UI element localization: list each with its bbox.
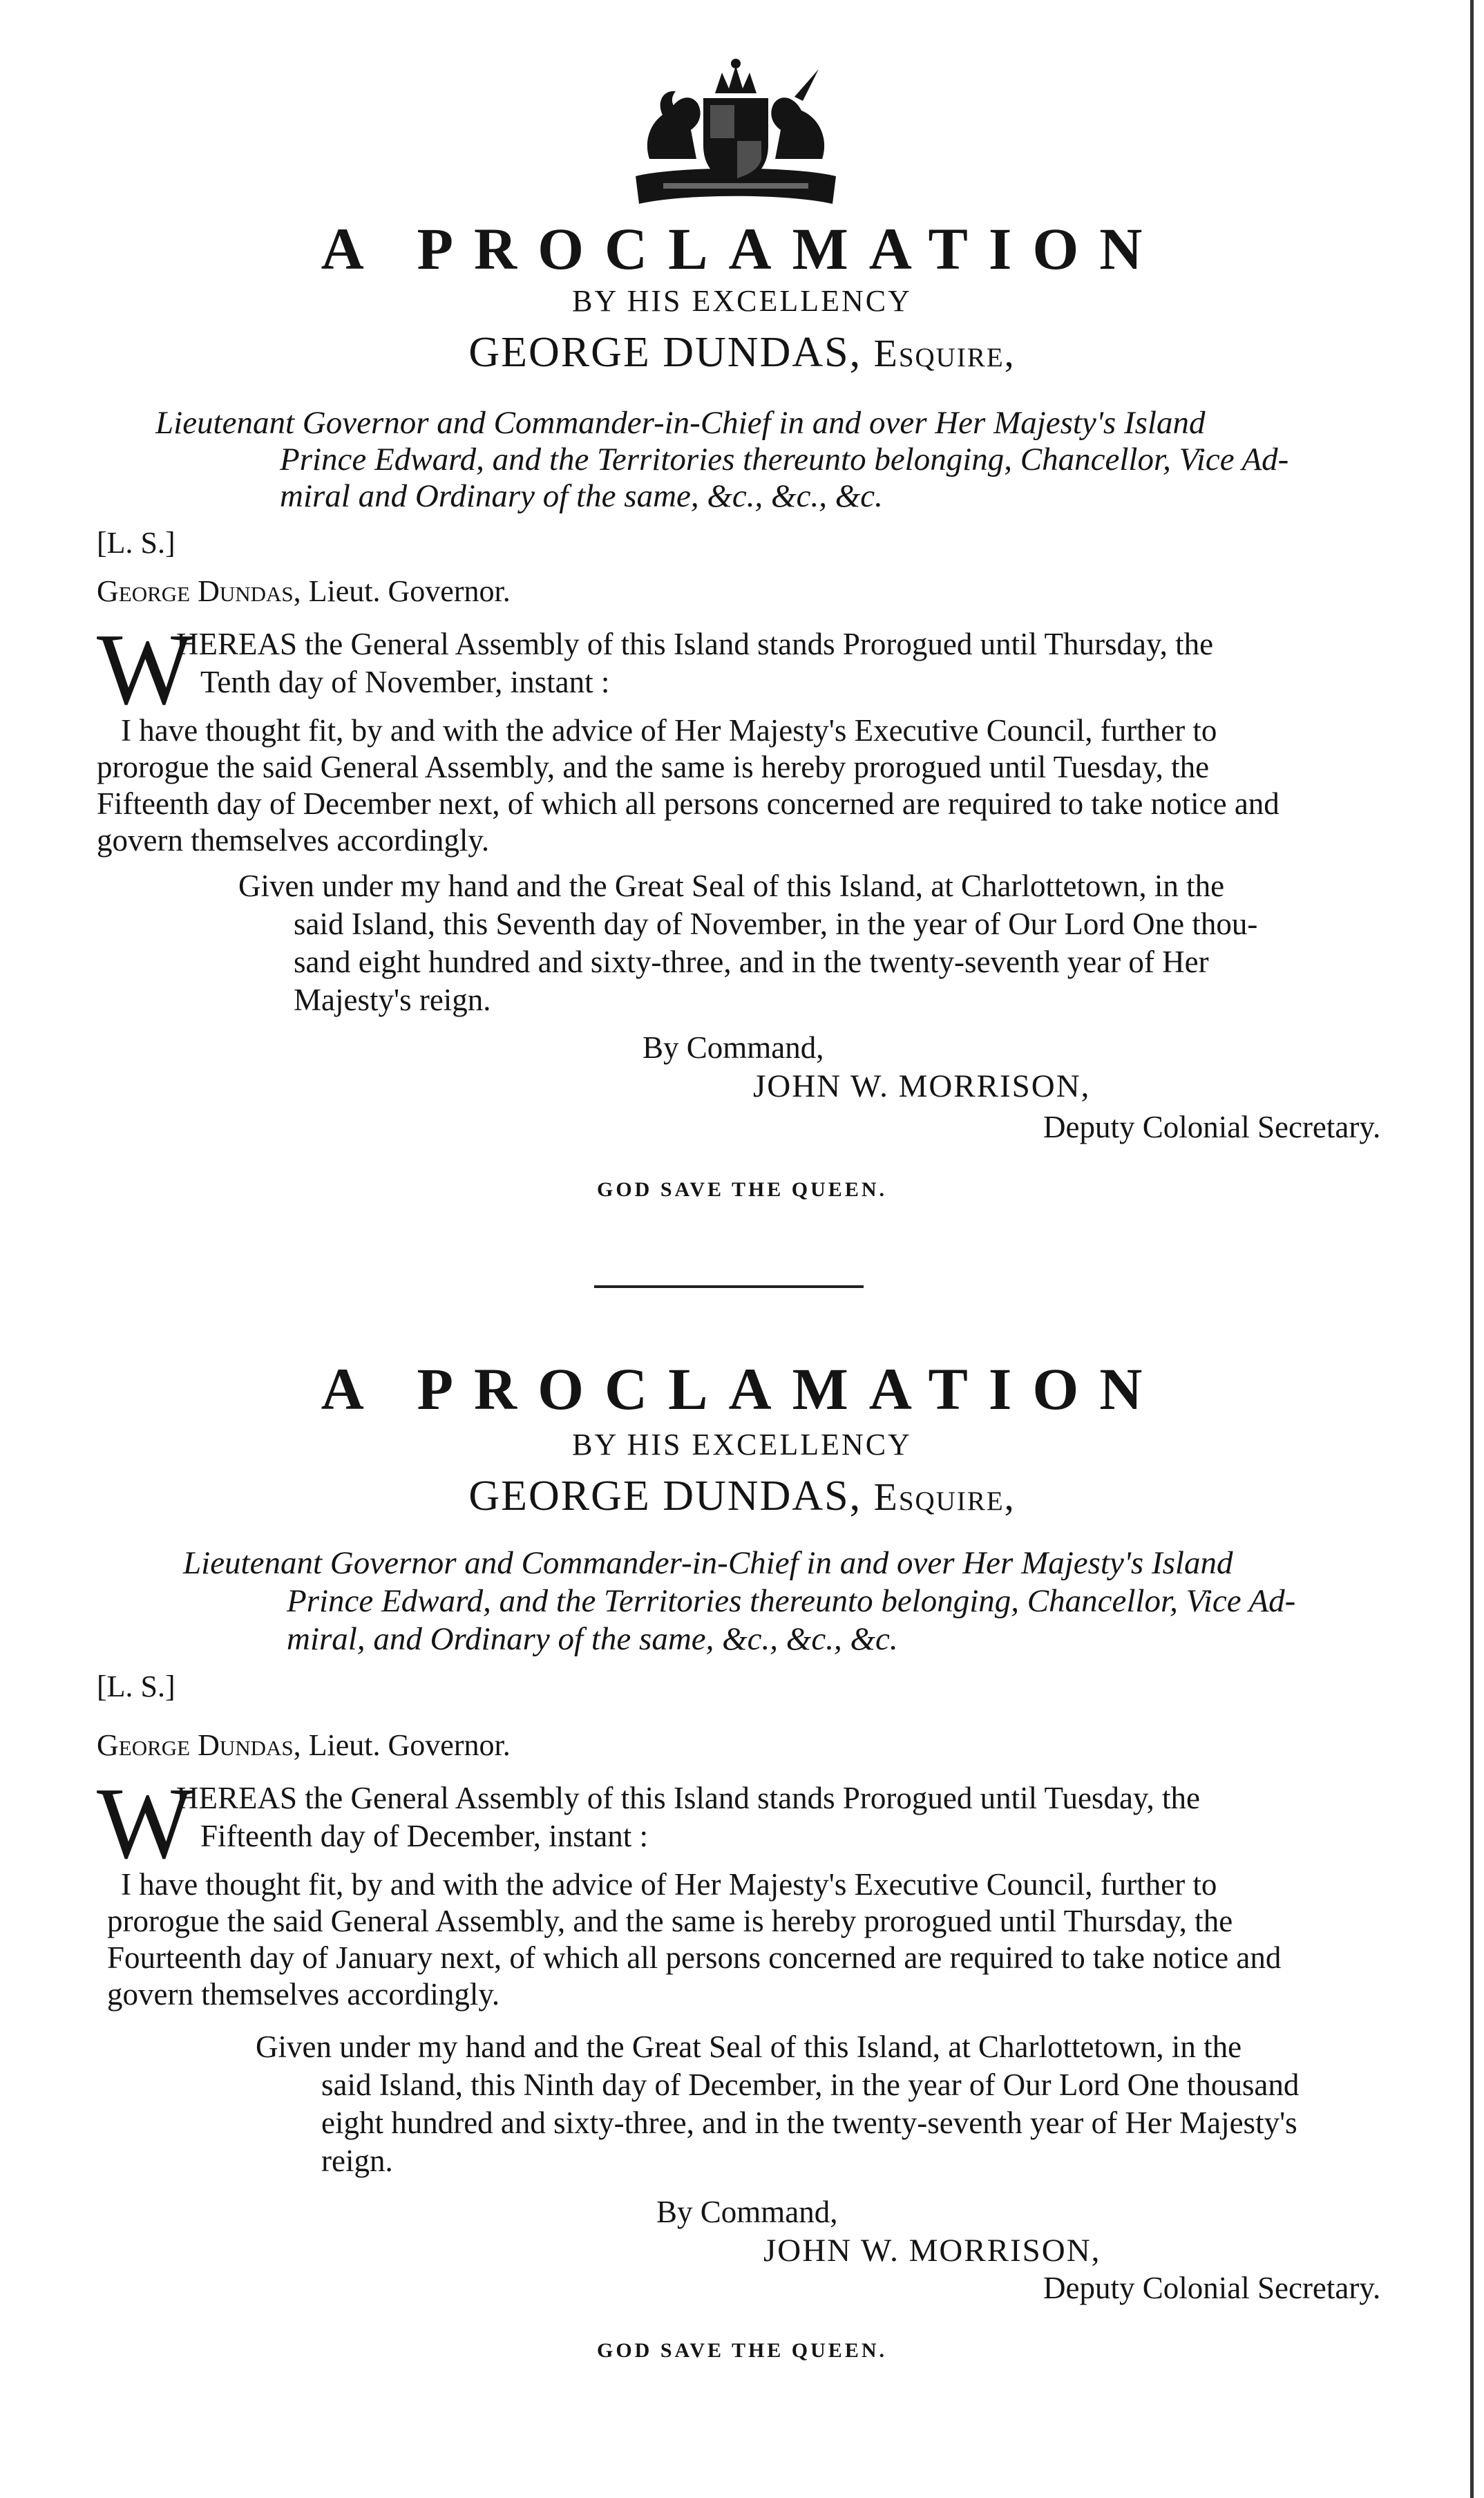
given-line-3: sand eight hundred and sixty-three, and in the twenty-seventh year of Her [294,945,1209,979]
style-line-1: Lieutenant Governor and Commander-in-Chief in and over Her Majesty's Island [155,405,1206,441]
body-line-2: prorogue the said General Assembly, and the same is hereby prorogued until Tuesday, the [97,750,1210,784]
governor-name [0,328,1484,377]
signature-title: Lieut. Governor. [308,1728,511,1762]
secretary-name: JOHN W. MORRISON, [753,1068,1091,1104]
body-line-4: govern themselves accordingly. [107,1977,500,2012]
secretary-name: JOHN W. MORRISON, [763,2233,1101,2269]
seal-mark: [L. S.] [97,526,175,560]
governor-name-text: GEORGE DUNDAS, [468,329,862,376]
proclamation-title: A PROCLAMATION [321,1356,1163,1422]
given-line-1: Given under my hand and the Great Seal of this Island, at Charlottetown, in the [238,869,1225,903]
royal-crest-icon [622,55,850,214]
signature-title: Lieut. Governor. [308,574,511,608]
style-line-2: Prince Edward, and the Territories thereunto belonging, Chancellor, Vice Ad- [280,442,1289,477]
governor-signature [97,574,511,609]
body-line-3: Fifteenth day of December next, of which all persons concerned are required to take notice and [97,786,1280,821]
drop-cap: W [97,1767,193,1880]
style-line-3: miral and Ordinary of the same, &c., &c., &c. [280,478,883,514]
governor-name-suffix: Esquire, [873,332,1016,375]
section-divider [594,1285,864,1288]
governor-signature [97,1728,511,1763]
style-line-3: miral, and Ordinary of the same, &c., &c., &c. [287,1621,898,1657]
given-line-2: said Island, this Seventh day of November, in the year of Our Lord One thou- [294,907,1258,941]
by-command: By Command, [656,2195,838,2229]
god-save-the-queen: GOD SAVE THE QUEEN. [597,1178,887,1201]
whereas-line-2: Tenth day of November, instant : [200,665,610,699]
given-line-4: reign. [321,2144,393,2178]
style-line-1: Lieutenant Governor and Commander-in-Chief in and over Her Majesty's Island [183,1545,1233,1581]
secretary-office: Deputy Colonial Secretary. [1043,1110,1381,1144]
body-line-1: I have thought fit, by and with the advice of Her Majesty's Executive Council, further to [121,713,1217,748]
given-line-4: Majesty's reign. [294,983,491,1017]
whereas-line-1: HEREAS the General Assembly of this Island stands Prorogued until Tuesday, the [176,1781,1200,1815]
style-line-2: Prince Edward, and the Territories thereunto belonging, Chancellor, Vice Ad- [287,1583,1296,1619]
byline: BY HIS EXCELLENCY [572,284,912,318]
given-line-2: said Island, this Ninth day of December, in the year of Our Lord One thousand [321,2068,1300,2102]
byline: BY HIS EXCELLENCY [572,1428,912,1461]
governor-name-suffix: Esquire, [873,1476,1016,1519]
given-line-3: eight hundred and sixty-three, and in the twenty-seventh year of Her Majesty's [321,2106,1297,2140]
drop-cap: W [97,613,193,726]
by-command: By Command, [643,1030,824,1065]
governor-name-text: GEORGE DUNDAS, [468,1473,862,1520]
proclamation-title: A PROCLAMATION [321,216,1163,282]
whereas-line-2: Fifteenth day of December, instant : [200,1819,648,1853]
body-line-4: govern themselves accordingly. [97,823,490,858]
secretary-office: Deputy Colonial Secretary. [1043,2271,1381,2305]
signature-name: George Dundas, [97,1728,301,1762]
signature-name: George Dundas, [97,574,301,608]
body-line-3: Fourteenth day of January next, of which all persons concerned are required to take notice and [107,1940,1282,1975]
whereas-line-1: HEREAS the General Assembly of this Island stands Prorogued until Thursday, the [176,627,1214,661]
body-line-2: prorogue the said General Assembly, and the same is hereby prorogued until Thursday, the [107,1904,1233,1938]
body-line-1: I have thought fit, by and with the advice of Her Majesty's Executive Council, further to [121,1867,1217,1902]
seal-mark: [L. S.] [97,1669,175,1703]
governor-name [0,1472,1484,1521]
given-line-1: Given under my hand and the Great Seal of this Island, at Charlottetown, in the [256,2029,1242,2064]
god-save-the-queen: GOD SAVE THE QUEEN. [597,2339,887,2362]
